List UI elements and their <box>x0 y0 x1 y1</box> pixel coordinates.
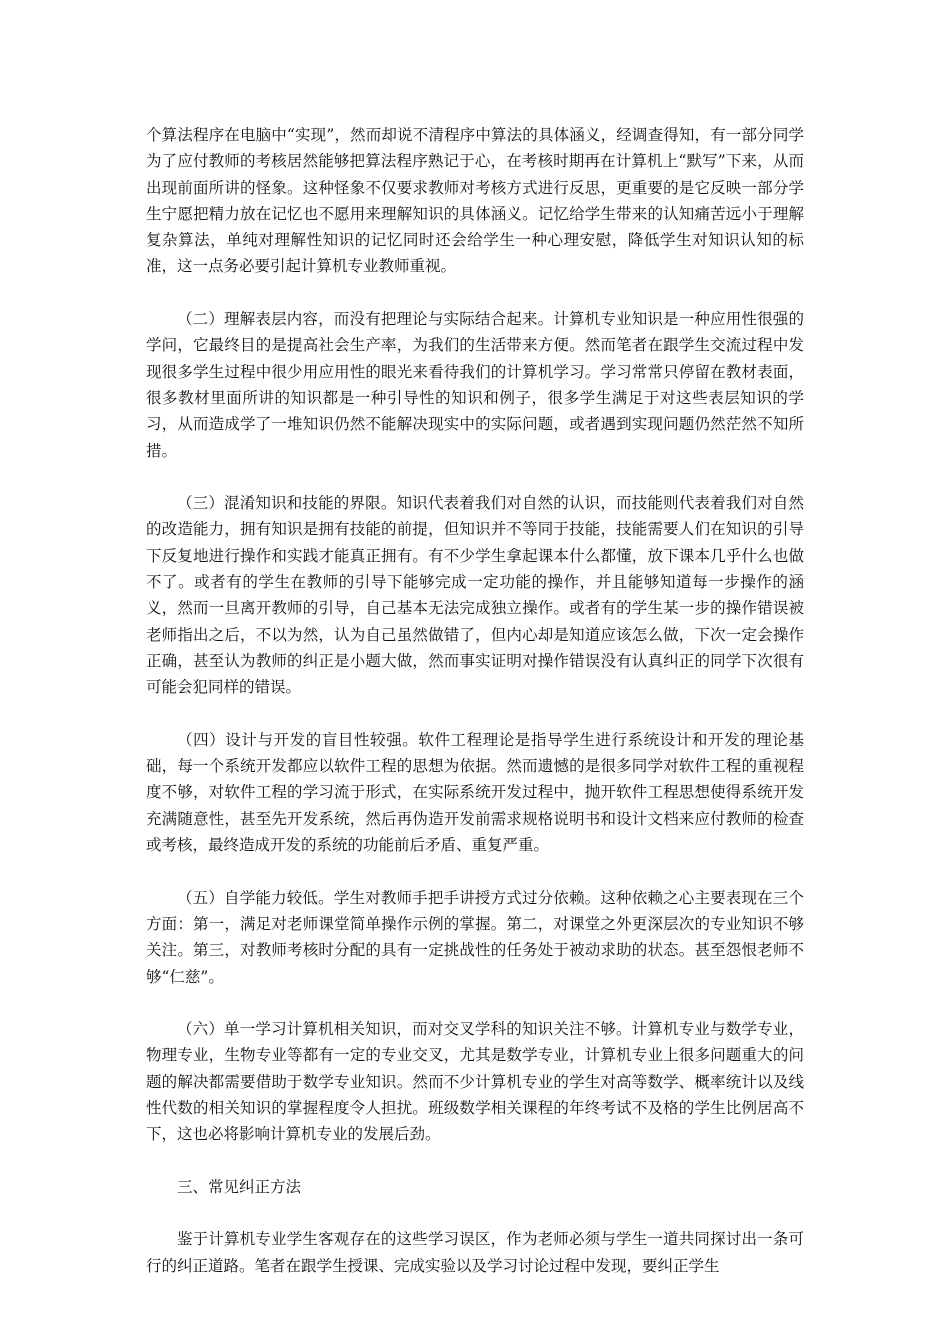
paragraph-point-3: （三）混淆知识和技能的界限。知识代表着我们对自然的认识，而技能则代表着我们对自然的改造能力，拥有知识是拥有技能的前提，但知识并不等同于技能，技能需要人们在知识的引导下反复地进行操作和实践才能真正拥有。有不少学生拿起课本什么都懂，放下课本几乎什么也做不了。或者有的学生在教师的引导下能够完成一定功能的操作，并且能够知道每一步操作的涵义，然而一旦离开教师的引导，自己基本无法完成独立操作。或者有的学生某一步的操作错误被老师指出之后，不以为然，认为自己虽然做错了，但内心却是知道应该怎么做，下次一定会操作正确，甚至认为教师的纠正是小题大做，然而事实证明对操作错误没有认真纠正的同学下次很有可能会犯同样的错误。 <box>146 494 804 697</box>
paragraph-point-6: （六）单一学习计算机相关知识，而对交叉学科的知识关注不够。计算机专业与数学专业，物理专业，生物专业等都有一定的专业交叉，尤其是数学专业，计算机专业上很多问题重大的问题的解决都需要借助于数学专业知识。然而不少计算机专业的学生对高等数学、概率统计以及线性代数的相关知识的掌握程度令人担扰。班级数学相关课程的年终考试不及格的学生比例居高不下，这也必将影响计算机专业的发展后劲。 <box>146 1020 804 1144</box>
paragraph-point-4: （四）设计与开发的盲目性较强。软件工程理论是指导学生进行系统设计和开发的理论基础，每一个系统开发都应以软件工程的思想为依据。然而遗憾的是很多同学对软件工程的重视程度不够，对软件工程的学习流于形式，在实际系统开发过程中，抛开软件工程思想使得系统开发充满随意性，甚至先开发系统，然后再伪造开发前需求规格说明书和设计文档来应付教师的检查或考核，最终造成开发的系统的功能前后矛盾、重复严重。 <box>146 730 804 855</box>
section-heading: 三、常见纠正方法 <box>177 1177 302 1196</box>
document-page <box>146 122 804 1305</box>
paragraph-final: 鉴于计算机专业学生客观存在的这些学习误区，作为老师必须与学生一道共同探讨出一条可行的纠正道路。笔者在跟学生授课、完成实验以及学习讨论过程中发现，要纠正学生 <box>146 1230 804 1275</box>
paragraph-point-2: （二）理解表层内容，而没有把理论与实际结合起来。计算机专业知识是一种应用性很强的学问，它最终目的是提高社会生产率，为我们的生活带来方便。然而笔者在跟学生交流过程中发现很多学生过程中很少用应用性的眼光来看待我们的计算机学习。学习常常只停留在教材表面，很多教材里面所讲的知识都是一种引导性的知识和例子，很多学生满足于对这些表层知识的学习，从而造成学了一堆知识仍然不能解决现实中的实际问题，或者遇到实现问题仍然茫然不知所措。 <box>146 310 804 460</box>
paragraph-continued: 个算法程序在电脑中“实现”，然而却说不清程序中算法的具体涵义，经调查得知，有一部分同学为了应付教师的考核居然能够把算法程序熟记于心，在考核时期再在计算机上“默写”下来，从而出现前面所讲的怪象。这种怪象不仅要求教师对考核方式进行反思，更重要的是它反映一部分学生宁愿把精力放在记忆也不愿用来理解知识的具体涵义。记忆给学生带来的认知痛苦远小于理解复杂算法，单纯对理解性知识的记忆同时还会给学生一种心理安慰，降低学生对知识认知的标准，这一点务必要引起计算机专业教师重视。 <box>146 126 804 276</box>
paragraph-point-5: （五）自学能力较低。学生对教师手把手讲授方式过分依赖。这种依赖之心主要表现在三个方面：第一，满足对老师课堂简单操作示例的掌握。第二，对课堂之外更深层次的专业知识不够关注。第三，对教师考核时分配的具有一定挑战性的任务处于被动求助的状态。甚至怨恨老师不够“仁慈”。 <box>146 888 804 986</box>
